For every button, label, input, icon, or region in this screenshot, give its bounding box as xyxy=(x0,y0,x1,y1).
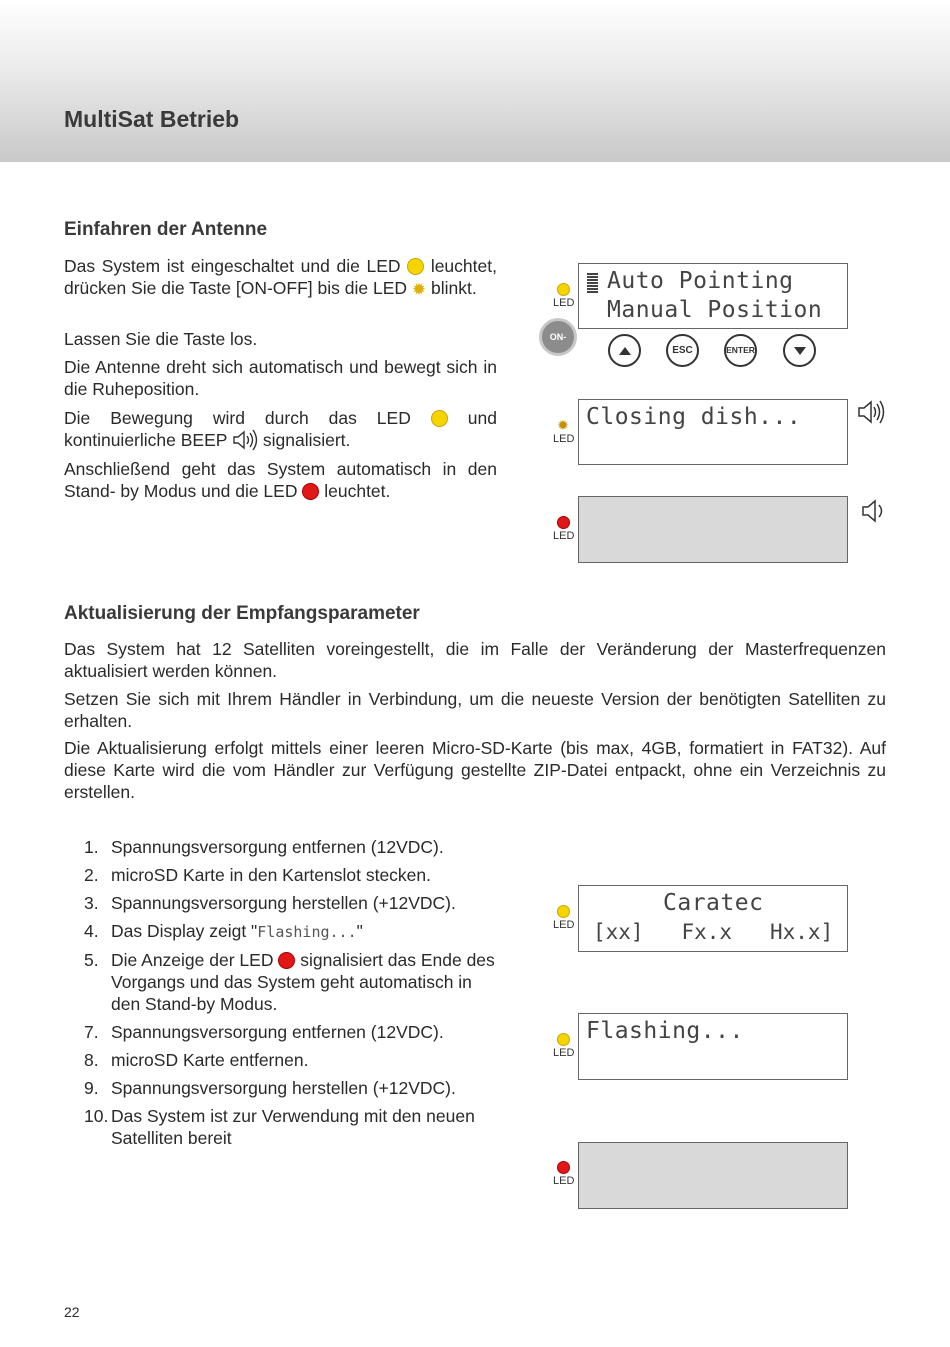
led-indicator-blinking xyxy=(553,418,573,445)
step-text: microSD Karte in den Kartenslot stecken. xyxy=(111,865,432,885)
step-text: Spannungsversorgung herstellen (+12VDC). xyxy=(111,893,456,913)
paragraph-6: Das System hat 12 Satelliten voreingestellt, die im Falle der Veränderung der Masterfrequenzen aktualisiert werden können. xyxy=(64,639,886,681)
step-number: 3. xyxy=(84,893,99,913)
paragraph-8: Die Aktualisierung erfolgt mittels einer leeren Micro-SD-Karte (bis max, 4GB, formatiert in FAT32). Auf diese Karte wird die vom Händler zur Verfügung gestellte ZIP-Datei entpackt, ohne ein Verzeichnis zu erstellen. xyxy=(64,738,886,802)
led-indicator-red xyxy=(553,516,573,542)
text: und kontinuierliche BEEP xyxy=(64,408,497,450)
text: signalisiert. xyxy=(262,430,351,450)
arrow-up-icon xyxy=(618,346,632,356)
text: leuchtet. xyxy=(324,481,391,501)
led-label: LED xyxy=(553,530,575,542)
text: blinkt. xyxy=(431,278,477,298)
page-title: MultiSat Betrieb xyxy=(64,106,240,132)
menu-item-auto-pointing: Auto Pointing xyxy=(607,268,794,294)
list-item xyxy=(84,1077,504,1099)
step-text: " xyxy=(356,921,363,941)
up-button[interactable] xyxy=(608,334,641,367)
led-label: LED xyxy=(553,1175,575,1187)
step-number: 1. xyxy=(84,837,99,857)
lcd-text-caratec: Caratec xyxy=(663,890,764,916)
section-title-einfahren: Einfahren der Antenne xyxy=(64,219,268,240)
speaker-icon xyxy=(857,398,887,431)
step-number: 8. xyxy=(84,1050,99,1070)
led-label: LED xyxy=(553,1047,575,1059)
step-number: 7. xyxy=(84,1022,99,1042)
step-text: Das Display zeigt " xyxy=(111,921,258,941)
red-led-icon xyxy=(557,516,570,529)
page-header xyxy=(0,0,950,162)
step-number: 2. xyxy=(84,865,99,885)
step-number: 4. xyxy=(84,921,99,941)
led-indicator-yellow xyxy=(553,905,573,931)
step-text: Spannungsversorgung entfernen (12VDC). xyxy=(111,1022,444,1042)
led-indicator-yellow xyxy=(553,283,573,309)
list-item xyxy=(84,836,504,858)
yellow-led-icon xyxy=(557,905,570,918)
cursor-block-icon xyxy=(587,273,598,293)
yellow-led-icon xyxy=(557,1033,570,1046)
step-text: Die Anzeige der LED xyxy=(111,950,274,970)
red-led-icon xyxy=(302,483,319,500)
step-text: Spannungsversorgung entfernen (12VDC). xyxy=(111,837,444,857)
list-item xyxy=(84,1049,504,1071)
step-number: 10. xyxy=(84,1106,109,1126)
menu-item-manual-position: Manual Position xyxy=(607,297,823,323)
paragraph-5 xyxy=(64,458,497,502)
display-text: Flashing... xyxy=(257,923,357,941)
on-off-button[interactable]: ON-OFF xyxy=(539,318,577,356)
list-item xyxy=(84,864,504,886)
list-item xyxy=(84,892,504,914)
speaker-icon xyxy=(861,497,887,530)
led-indicator-red xyxy=(553,1161,573,1187)
yellow-led-icon xyxy=(431,410,448,427)
lcd-display-off xyxy=(578,1142,848,1209)
list-item xyxy=(84,1021,504,1043)
step-number: 9. xyxy=(84,1078,99,1098)
blinking-led-icon: ✹ xyxy=(411,280,427,299)
yellow-led-icon xyxy=(407,258,424,275)
lcd-text-flashing: Flashing... xyxy=(586,1018,744,1044)
led-label: LED xyxy=(553,297,575,309)
step-text: Das System ist zur Verwendung mit den neuen Satelliten bereit xyxy=(111,1106,475,1148)
lcd-display-caratec xyxy=(578,885,848,952)
section-title-aktualisierung: Aktualisierung der Empfangsparameter xyxy=(64,603,420,624)
text: leuchtet, drücken Sie die Taste [ON-OFF] bis die LED xyxy=(64,256,497,298)
step-text: Spannungsversorgung herstellen (+12VDC). xyxy=(111,1078,456,1098)
paragraph-4 xyxy=(64,407,497,456)
esc-button[interactable]: ESC xyxy=(666,334,699,367)
paragraph-3: Die Antenne dreht sich automatisch und bewegt sich in die Ruheposition. xyxy=(64,357,497,399)
lcd-display-closing xyxy=(578,399,848,465)
blinking-led-icon: ✹ xyxy=(557,417,569,433)
text: Das System ist eingeschaltet und die LED xyxy=(64,256,401,276)
enter-button[interactable]: ENTER xyxy=(724,334,757,367)
lcd-display-off xyxy=(578,496,848,563)
led-label: LED xyxy=(553,919,575,931)
yellow-led-icon xyxy=(557,283,570,296)
led-label: LED xyxy=(553,433,575,445)
down-button[interactable] xyxy=(783,334,816,367)
list-item xyxy=(84,949,504,1015)
step-number: 5. xyxy=(84,950,99,970)
text: Die Bewegung wird durch das LED xyxy=(64,408,411,428)
paragraph-1 xyxy=(64,255,497,301)
led-indicator-yellow xyxy=(553,1033,573,1059)
list-item xyxy=(84,1105,504,1149)
step-text: signalisiert das Ende des Vorgangs und das System geht automatisch in den Stand-by Modus. xyxy=(111,950,495,1014)
step-text: microSD Karte entfernen. xyxy=(111,1050,309,1070)
list-item xyxy=(84,920,504,943)
red-led-icon xyxy=(557,1161,570,1174)
arrow-down-icon xyxy=(793,346,807,356)
red-led-icon xyxy=(278,952,295,969)
steps-list xyxy=(84,836,504,1155)
speaker-icon xyxy=(232,429,258,456)
page-number: 22 xyxy=(64,1304,80,1320)
paragraph-2: Lassen Sie die Taste los. xyxy=(64,329,258,349)
text: Anschließend geht das System automatisch in den Stand- by Modus und die LED xyxy=(64,459,497,501)
lcd-text-version: [xx] Fx.x Hx.x] xyxy=(593,920,834,944)
lcd-text-closing: Closing dish... xyxy=(586,404,802,430)
lcd-display-menu xyxy=(578,263,848,329)
paragraph-7: Setzen Sie sich mit Ihrem Händler in Verbindung, um die neueste Version der benötigten Satelliten zu erhalten. xyxy=(64,689,886,731)
lcd-display-flashing xyxy=(578,1013,848,1080)
